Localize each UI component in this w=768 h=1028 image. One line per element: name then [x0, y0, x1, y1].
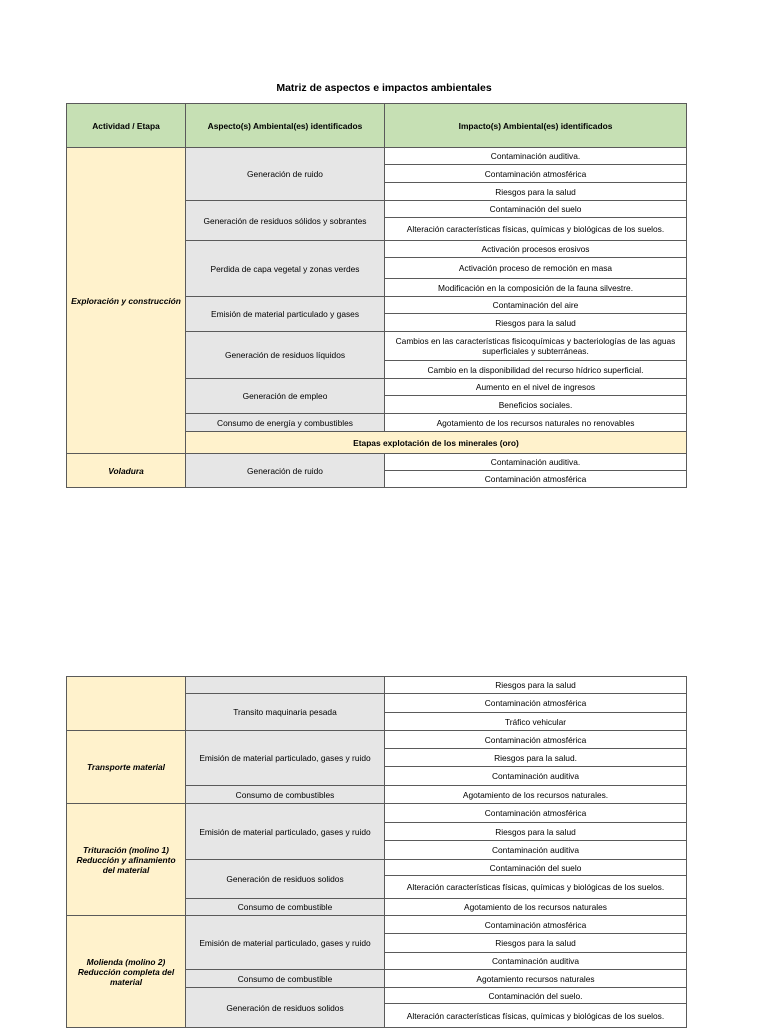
activity-cell: Voladura — [67, 454, 186, 488]
aspect-cell-continued — [186, 677, 385, 694]
impact-cell: Contaminación auditiva — [385, 953, 687, 970]
impact-cell: Riesgos para la salud — [385, 183, 687, 201]
activity-cell-continued — [67, 677, 186, 731]
impact-cell: Riesgos para la salud. — [385, 749, 687, 767]
aspect-cell: Consumo de combustibles — [186, 786, 385, 804]
impact-cell: Modificación en la composición de la fauna silvestre. — [385, 279, 687, 297]
impact-cell: Agotamiento recursos naturales — [385, 970, 687, 988]
header-row — [67, 104, 687, 148]
impact-matrix-table-continued — [66, 676, 687, 1028]
impact-cell: Contaminación del suelo — [385, 860, 687, 876]
aspect-cell: Generación de empleo — [186, 379, 385, 414]
impact-cell: Cambios en las características fisicoquímicas y bacteriologías de las aguas superficiales y subterráneas. — [385, 332, 687, 361]
aspect-cell: Emisión de material particulado, gases y ruido — [186, 916, 385, 970]
aspect-cell: Generación de residuos solidos — [186, 860, 385, 899]
aspect-cell: Consumo de combustible — [186, 970, 385, 988]
impact-cell: Contaminación atmosférica — [385, 804, 687, 823]
impact-cell: Contaminación atmosférica — [385, 731, 687, 749]
aspect-cell: Generación de residuos sólidos y sobrantes — [186, 201, 385, 241]
impact-cell: Agotamiento de los recursos naturales. — [385, 786, 687, 804]
aspect-cell: Generación de residuos solidos — [186, 988, 385, 1028]
impact-cell: Alteración características físicas, químicas y biológicas de los suelos. — [385, 876, 687, 899]
impact-cell: Contaminación auditiva — [385, 767, 687, 786]
impact-cell: Activación procesos erosivos — [385, 241, 687, 258]
aspect-cell: Transito maquinaria pesada — [186, 694, 385, 731]
aspect-cell: Consumo de combustible — [186, 899, 385, 916]
impact-cell: Alteración características físicas, químicas y biológicas de los suelos. — [385, 218, 687, 241]
impact-cell: Contaminación atmosférica — [385, 916, 687, 934]
impact-cell: Agotamiento de los recursos naturales — [385, 899, 687, 916]
impact-cell: Contaminación atmosférica — [385, 165, 687, 183]
aspect-cell: Generación de ruido — [186, 454, 385, 488]
stage-title-row: Etapas explotación de los minerales (oro) — [186, 432, 687, 454]
impact-matrix-table — [66, 103, 687, 488]
activity-cell: Exploración y construcción — [67, 148, 186, 454]
impact-cell: Riesgos para la salud — [385, 677, 687, 694]
header-aspect: Aspecto(s) Ambiental(es) identificados — [186, 104, 385, 148]
header-activity: Actividad / Etapa — [67, 104, 186, 148]
impact-cell: Contaminación auditiva. — [385, 148, 687, 165]
impact-cell: Contaminación del suelo — [385, 201, 687, 218]
impact-cell: Contaminación del suelo. — [385, 988, 687, 1004]
aspect-cell: Consumo de energía y combustibles — [186, 414, 385, 432]
header-impact: Impacto(s) Ambiental(es) identificados — [385, 104, 687, 148]
impact-cell: Contaminación auditiva — [385, 841, 687, 860]
impact-cell: Riesgos para la salud — [385, 823, 687, 841]
activity-cell: Trituración (molino 1) Reducción y afinamiento del material — [67, 804, 186, 916]
aspect-cell: Generación de ruido — [186, 148, 385, 201]
impact-cell: Beneficios sociales. — [385, 396, 687, 414]
impact-cell: Activación proceso de remoción en masa — [385, 258, 687, 279]
impact-cell: Riesgos para la salud — [385, 314, 687, 332]
impact-cell: Contaminación atmosférica — [385, 471, 687, 488]
aspect-cell: Emisión de material particulado, gases y ruido — [186, 731, 385, 786]
impact-cell: Aumento en el nivel de ingresos — [385, 379, 687, 396]
impact-cell: Contaminación auditiva. — [385, 454, 687, 471]
aspect-cell: Perdida de capa vegetal y zonas verdes — [186, 241, 385, 297]
activity-cell: Molienda (molino 2) Reducción completa del material — [67, 916, 186, 1028]
activity-cell: Transporte material — [67, 731, 186, 804]
impact-cell: Contaminación atmosférica — [385, 694, 687, 713]
document-title: Matriz de aspectos e impactos ambientales — [276, 82, 492, 94]
aspect-cell: Emisión de material particulado y gases — [186, 297, 385, 332]
impact-cell: Tráfico vehicular — [385, 713, 687, 731]
aspect-cell: Generación de residuos líquidos — [186, 332, 385, 379]
impact-cell: Agotamiento de los recursos naturales no renovables — [385, 414, 687, 432]
impact-cell: Alteración características físicas, químicas y biológicas de los suelos. — [385, 1004, 687, 1028]
impact-cell: Riesgos para la salud — [385, 934, 687, 953]
aspect-cell: Emisión de material particulado, gases y ruido — [186, 804, 385, 860]
impact-cell: Cambio en la disponibilidad del recurso hídrico superficial. — [385, 361, 687, 379]
impact-cell: Contaminación del aire — [385, 297, 687, 314]
